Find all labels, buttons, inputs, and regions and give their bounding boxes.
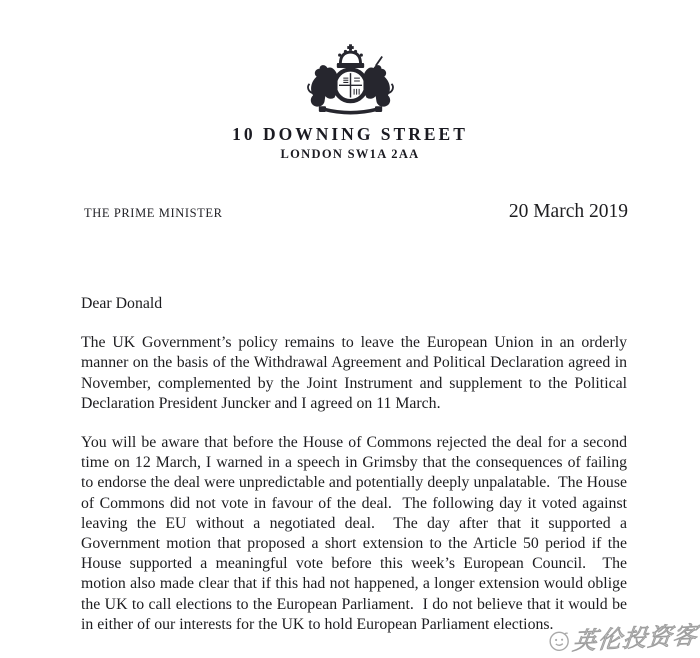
- letter-date: 20 March 2019: [508, 201, 628, 222]
- letter-meta-row: [84, 201, 628, 223]
- royal-coat-of-arms-icon: [303, 44, 398, 118]
- paragraph-2: You will be aware that before the House of Commons rejected the deal for a second time on 12 March, I warned in a speech in Grimsby that the consequences of failing to endorse the deal were unpredictable and potentially deeply unpalatable. The House of Commons did not vote in favour of the deal. The following day it voted against leaving the EU without a negotiated deal. The day after that it supported a Government motion that proposed a short extension to the Article 50 period if the House supported a meaningful vote before this week’s European Council. The motion also made clear that if this had not happened, a longer extension would oblige the UK to call elections to the European Parliament. I do not believe that it would be in either of our interests for the UK to hold European Parliament elections.: [81, 434, 631, 633]
- letterhead-address-line2: LONDON SW1A 2AA: [280, 147, 420, 161]
- letterhead-address-line1: 10 DOWNING STREET: [232, 124, 468, 144]
- salutation: Dear Donald: [81, 295, 163, 312]
- letterhead: [0, 0, 700, 162]
- sender-title: THE PRIME MINISTER: [84, 206, 223, 220]
- watermark-text: 英伦投资客: [571, 620, 700, 656]
- paragraph-1: The UK Government’s policy remains to leave the European Union in an orderly manner on the basis of the Withdrawal Agreement and Political Declaration agreed in November, complemented by the Joint Instrument and supplement to the Political Declaration President Juncker and I agreed on 11 March.: [81, 334, 631, 412]
- letter-body: [81, 294, 631, 635]
